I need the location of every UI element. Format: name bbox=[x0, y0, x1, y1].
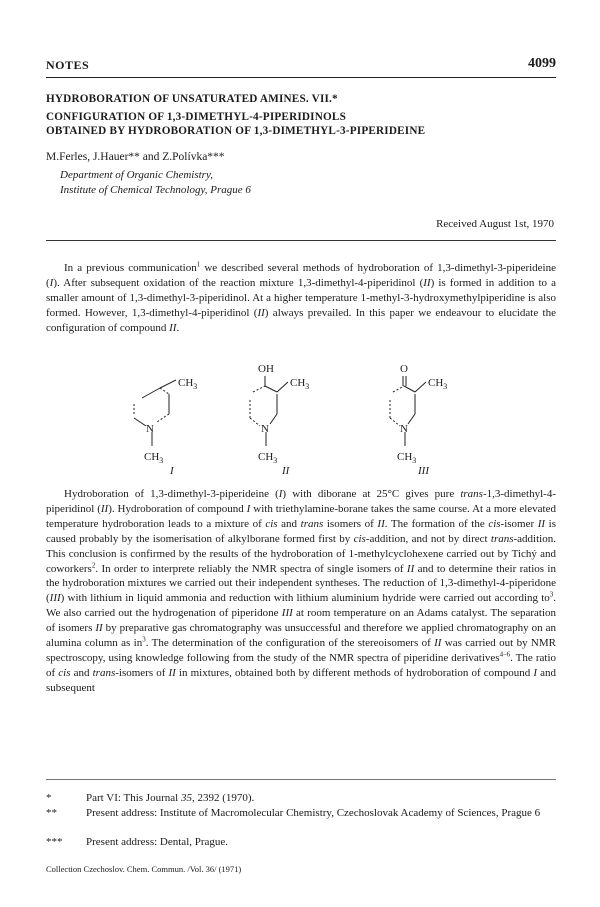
authors: M.Ferles, J.Hauer** and Z.Polívka*** bbox=[46, 151, 225, 163]
header-rule bbox=[46, 77, 556, 78]
paragraph-hydroboration: Hydroboration of 1,3-dimethyl-3-piperideine (I) with diborane at 25°C gives pure trans-1,3-dimethyl-4-piperidinol (II). Hydroboration of compound I with triethylamine-borane takes the same course. At a more elevated temperature hydroboration leads to a mixture of cis and trans isomers of II. The formation of the cis-isomer II is caused probably by the isomerisation of alkylborane formed first by cis-addition, and not by direct trans-addition. This conclusion is confirmed by the results of the hydroboration of 1-methylcyclohexene carried out by Tichý and coworkers$^2$. In order to interprete reliably the NMR spectra of single isomers of II and to determine their ratios in the hydroboration mixtures we carried out their independent syntheses. The reduction of 1,3-dimethyl-4-piperidone (III) with lithium in liquid ammonia and reduction with lithium aluminium hydride were carried out according $to^3$. We also carried out the hydrogenation of piperidone III at room temperature on an Adams catalyst. The separation of isomers II by preparative gas chromatography was unsuccessful and therefore we applied chromatography on an alumina column as $in^3$. The determination of the configuration of the stereoisomers of II was carried out by NMR spectroscopy, using knowledge following from the study of the NMR spectra of piperidine derivatives$^{4-6}$. The ratio of cis and trans-isomers of II in mixtures, obtained both by different methods of hydroboration of compound I and subsequent bbox=[46, 488, 557, 694]
structure-ii-methyl: $CH_3$ bbox=[290, 377, 310, 391]
structure-iii-nitrogen: N bbox=[400, 423, 408, 435]
article-title-line-2: CONFIGURATION OF 1,3-DIMETHYL-4-PIPERIDINOLS bbox=[46, 111, 346, 123]
structure-ii-label: II bbox=[282, 465, 290, 476]
received-date: Received August 1st, 1970 bbox=[436, 218, 554, 230]
paragraph-intro: In a previous communication$^1$ we described several methods of hydroboration of 1,3-dimethyl-3-piperideine (I). After subsequent oxidation of the reaction mixture 1,3-dimethyl-4-piperidinol (II) is formed in addition to a smaller amount of 1,3-dimethyl-3-piperidinol. At a higher temperature 1-methyl-3-hydroxymethylpiperidine is also formed. However, 1,3-dimethyl-4-piperidinol (II) always prevailed. In this paper we endeavour to elucidate the configuration of compound II. bbox=[46, 260, 557, 334]
page-number: 4099 bbox=[528, 56, 556, 71]
structure-i-n-methyl: $CH_3$ bbox=[144, 451, 164, 465]
affiliation-institute: Institute of Chemical Technology, Prague 6 bbox=[60, 184, 251, 196]
article-title-line-1: HYDROBORATION OF UNSATURATED AMINES. VII.* bbox=[46, 93, 338, 105]
article-title-line-3: OBTAINED BY HYDROBORATION OF 1,3-DIMETHYL-3-PIPERIDEINE bbox=[46, 125, 426, 137]
structure-i-methyl: $CH_3$ bbox=[178, 377, 198, 391]
structure-iii bbox=[390, 376, 426, 446]
section-name: NOTES bbox=[46, 58, 90, 72]
running-header bbox=[46, 56, 556, 78]
structure-iii-methyl: $CH_3$ bbox=[428, 377, 448, 391]
structure-iii-oxo: O bbox=[400, 363, 408, 375]
chemical-structures bbox=[110, 356, 490, 476]
structure-i-nitrogen: N bbox=[146, 423, 154, 435]
footnote-2: ** Present address: Institute of Macromolecular Chemistry, Czechoslovak Academy of Sciences, Prague 6 bbox=[46, 807, 541, 819]
structure-iii-label: III bbox=[418, 465, 429, 476]
affiliation-department: Department of Organic Chemistry, bbox=[60, 169, 213, 181]
structure-ii-n-methyl: $CH_3$ bbox=[258, 451, 278, 465]
structure-ii-hydroxyl: OH bbox=[258, 363, 274, 375]
structure-i-label: I bbox=[170, 465, 174, 476]
footnote-rule bbox=[46, 779, 556, 780]
structure-iii-n-methyl: $CH_3$ bbox=[397, 451, 417, 465]
structure-ii bbox=[250, 376, 288, 446]
structure-ii-nitrogen: N bbox=[261, 423, 269, 435]
journal-footer: Collection Czechoslov. Chem. Commun. /Vol. 36/ (1971) bbox=[46, 864, 242, 874]
abstract-rule bbox=[46, 240, 556, 241]
footnote-3: *** Present address: Dental, Prague. bbox=[46, 836, 229, 848]
structure-i bbox=[134, 380, 176, 446]
footnote-1: * Part VI: This Journal 35, 2392 (1970). bbox=[46, 792, 255, 804]
